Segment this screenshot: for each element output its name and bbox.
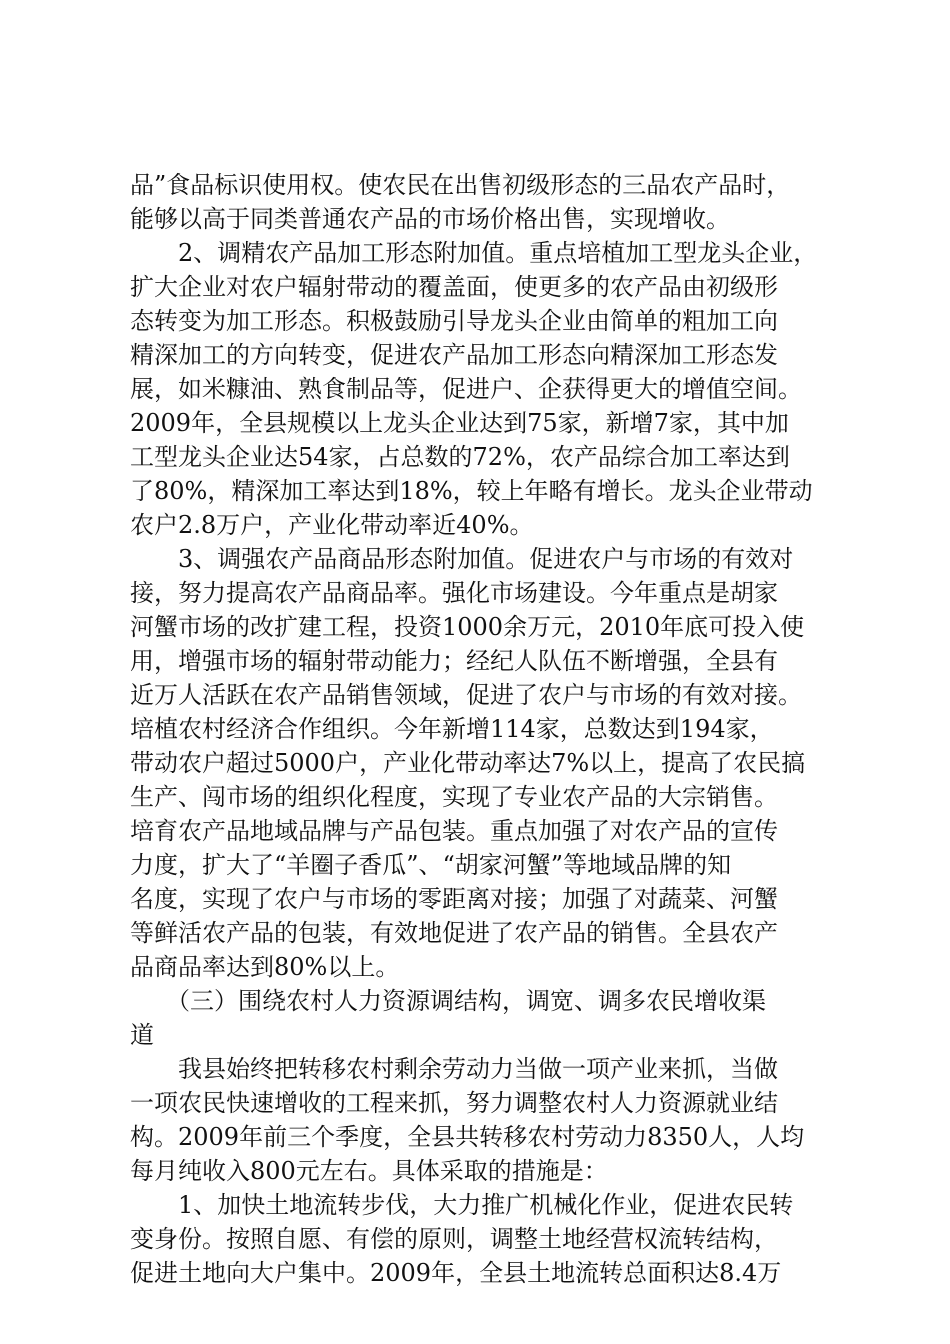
text-line: 了80%，精深加工率达到18%，较上年略有增长。龙头企业带动 bbox=[130, 477, 813, 505]
text-line: 接，努力提高农产品商品率。强化市场建设。今年重点是胡家 bbox=[130, 579, 778, 607]
text-line: 2、调精农产品加工形态附加值。重点培植加工型龙头企业， bbox=[130, 239, 818, 267]
text-line: 精深加工的方向转变，促进农产品加工形态向精深加工形态发 bbox=[130, 341, 778, 369]
text-line: 品”食品标识使用权。使农民在出售初级形态的三品农产品时， bbox=[130, 171, 791, 199]
text-line: 工型龙头企业达54家，占总数的72%，农产品综合加工率达到 bbox=[130, 443, 790, 471]
text-line: 近万人活跃在农产品销售领域，促进了农户与市场的有效对接。 bbox=[130, 681, 802, 709]
text-line: 一项农民快速增收的工程来抓，努力调整农村人力资源就业结 bbox=[130, 1089, 778, 1117]
text-line: 等鲜活农产品的包装，有效地促进了农产品的销售。全县农产 bbox=[130, 919, 778, 947]
text-line: 用，增强市场的辐射带动能力；经纪人队伍不断增强，全县有 bbox=[130, 647, 778, 675]
section-heading: 道 bbox=[130, 1021, 154, 1049]
text-line: 农户2.8万户，产业化带动率近40%。 bbox=[130, 511, 534, 539]
text-line: 力度，扩大了“羊圈子香瓜”、“胡家河蟹”等地域品牌的知 bbox=[130, 851, 732, 879]
section-heading: （三）围绕农村人力资源调结构，调宽、调多农民增收渠 bbox=[130, 987, 766, 1015]
text-line: 每月纯收入800元左右。具体采取的措施是： bbox=[130, 1157, 608, 1185]
text-line: 品商品率达到80%以上。 bbox=[130, 953, 400, 981]
text-line: 能够以高于同类普通农产品的市场价格出售，实现增收。 bbox=[130, 205, 730, 233]
text-line: 态转变为加工形态。积极鼓励引导龙头企业由简单的粗加工向 bbox=[130, 307, 778, 335]
text-line: 2009年，全县规模以上龙头企业达到75家，新增7家，其中加 bbox=[130, 409, 789, 437]
text-line: 带动农户超过5000户，产业化带动率达7%以上，提高了农民搞 bbox=[130, 749, 806, 777]
text-line: 生产、闯市场的组织化程度，实现了专业农产品的大宗销售。 bbox=[130, 783, 778, 811]
text-line: 3、调强农产品商品形态附加值。促进农户与市场的有效对 bbox=[130, 545, 794, 573]
text-line: 我县始终把转移农村剩余劳动力当做一项产业来抓，当做 bbox=[130, 1055, 778, 1083]
text-line: 扩大企业对农户辐射带动的覆盖面，使更多的农产品由初级形 bbox=[130, 273, 778, 301]
text-line: 1、加快土地流转步伐，大力推广机械化作业，促进农民转 bbox=[130, 1191, 794, 1219]
text-line: 名度，实现了农户与市场的零距离对接；加强了对蔬菜、河蟹 bbox=[130, 885, 778, 913]
text-line: 培植农村经济合作组织。今年新增114家，总数达到194家， bbox=[130, 715, 774, 743]
text-line: 构。2009年前三个季度，全县共转移农村劳动力8350人，人均 bbox=[130, 1123, 805, 1151]
text-line: 培育农产品地域品牌与产品包装。重点加强了对农产品的宣传 bbox=[130, 817, 778, 845]
text-line: 变身份。按照自愿、有偿的原则，调整土地经营权流转结构， bbox=[130, 1225, 778, 1253]
text-line: 河蟹市场的改扩建工程，投资1000余万元，2010年底可投入使 bbox=[130, 613, 805, 641]
text-line: 促进土地向大户集中。2009年，全县土地流转总面积达8.4万 bbox=[130, 1259, 782, 1287]
text-line: 展，如米糠油、熟食制品等，促进户、企获得更大的增值空间。 bbox=[130, 375, 802, 403]
